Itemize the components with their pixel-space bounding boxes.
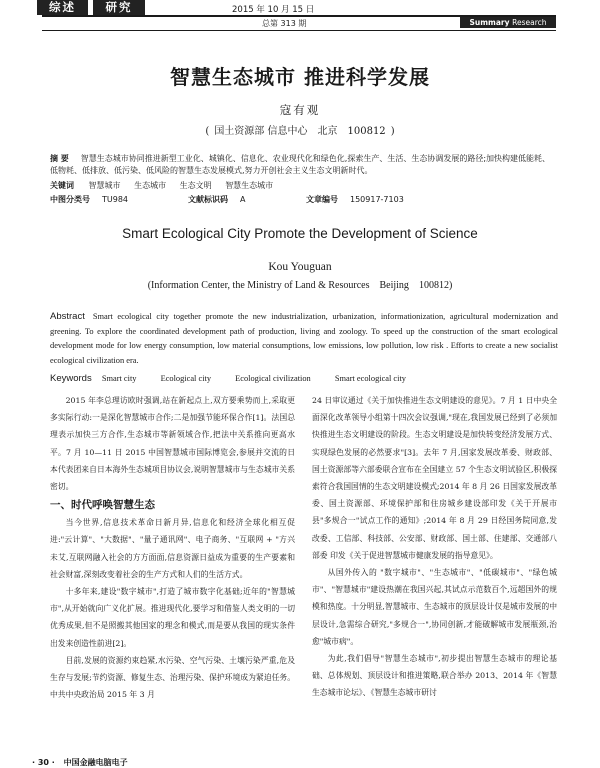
keywords-en-label: Keywords: [50, 373, 92, 384]
badge-research-label: Research: [512, 18, 547, 27]
body-paragraph: 从国外传入的 "数字城市"、"生态城市"、"低碳城市"、"绿色城市"、"智慧城市"建设热潮在我国兴起,其试点示范数百个,远超国外的规模和热度。十分明显,智慧城市、生态城市的顶层设计仅是城市发展的中层设计,急需综合研究,"多规合一",协同创新,才能破解城市发展瓶颈,治愈"城市病"。: [312, 568, 557, 646]
body-paragraph: 为此,我们倡导"智慧生态城市",初步提出智慧生态城市的理论基础、总体规划、顶层设计和推进策略,联合举办 2013、2014 年《智慧生态城市论坛》、《智慧生态城市研讨: [312, 654, 557, 698]
body-paragraph: 2015 年李总理访欧时强调,站在新起点上,双方要乘势而上,采取更多实际行动:一是深化智慧城市合作;二是加强节能环保合作[1]。法国总理表示加快三方合作,生态城市等新领域合作,把法中关系推向更高水平。7 月 10—11 日 2015 中国智慧城市国际博览会,参展并交流的日本代表团来自日本海外生态城项目协议会,说明智慧城市与生态城市关系密切。: [50, 396, 295, 492]
affiliation-en-org: (Information Center, the Ministry of Land & Resources: [147, 280, 370, 291]
abstract-en-label: Abstract: [50, 311, 85, 322]
summary-research-badge: [460, 17, 556, 28]
body-paragraph: 24 日审议通过《关于加快推进生态文明建设的意见》。7 月 1 日中央全面深化改革领导小组第十四次会议强调,"现在,我国发展已经到了必须加快推进生态文明建设的阶段。生态文明建设是加快转变经济发展方式、实现绿色发展的必然要求"[3]。去年 7 月,国家发展改革委、财政部、国土资源部等六部委联合宣布在全国建立 57 个生态文明试验区,积极探索符合我国国情的生态文明建设模式;2014 年 8 月 26 日国家发展改革委、国土资源部、环境保护部和住房城乡建设部印发《关于开展市县"多规合一"试点工作的通知》;2014 年 8 月 29 日经国务院同意,发改委、工信部、科技部、公安部、财政部、国土部、住建部、交通部八部委 印发《关于促进智慧城市健康发展的指导意见》。: [312, 396, 557, 560]
classification-line: [50, 194, 558, 206]
english-author: Kou Youguan: [268, 261, 332, 273]
page-number: · 30 ·: [32, 758, 55, 767]
english-title: Smart Ecological City Promote the Development of Science: [122, 226, 478, 241]
keyword-en: Smart city: [101, 374, 137, 383]
keyword-cn: 智慧城市: [88, 181, 121, 190]
keyword-en: Ecological civilization: [235, 374, 311, 383]
keyword-en: Ecological city: [160, 374, 212, 383]
abstract-cn-label: 摘 要: [50, 154, 69, 163]
keywords-en: [50, 373, 558, 384]
badge-summary-label: Summary: [469, 18, 510, 27]
body-paragraph: 目前,发展的资源约束趋紧,水污染、空气污染、土壤污染严重,危及生存与发展;节约资源、修复生态、治理污染、保护环境成为紧迫任务。中共中央政治局 2015 年 3 月: [50, 655, 295, 700]
body-paragraph: 十多年来,建设"数字城市",打造了城市数字化基础;近年的"智慧城市",从开始就向广义化扩展。推进现代化,要学习和借鉴人类文明的一切优秀成果,但不是照搬其他国家的理念和模式,而是要从我国的现实条件出发来创造性前进[2]。: [50, 587, 295, 648]
keyword-cn: 生态文明: [179, 181, 212, 190]
keyword-cn: 智慧生态城市: [225, 181, 274, 190]
abstract-cn: [50, 153, 558, 177]
publication-date: 2015 年 10 月 15 日: [232, 5, 315, 15]
header-rule-bottom: [42, 30, 556, 31]
section-tag-review: 综述: [37, 0, 88, 15]
keywords-cn: [50, 180, 558, 192]
affiliation-city: 北京: [317, 126, 338, 137]
article-number: 文章编号 150917-7103: [306, 195, 404, 204]
abstract-en-text: Smart ecological city together promote the new industrialization, urbanization, informationization, agricultural modernization and greening. To explore the coordinated development path of production, living and zoology. To speed up the construction of the smart ecological development mode for low energy consumption, low material consumptions, low emissions, low pollution, low risk . Efforts to create a new socialist ecological civilization era.: [50, 312, 558, 365]
document-code: 文献标识码 A: [188, 195, 246, 204]
clc-code: 中图分类号 TU984: [50, 195, 129, 204]
keywords-cn-label: 关键词: [50, 181, 74, 190]
abstract-cn-text: 智慧生态城市协同推进新型工业化、城镇化、信息化、农业现代化和绿色化,探索生产、生活、生态协调发展的路径;加快构建低能耗、低物耗、低排放、低污染、低风险的智慧生态发展模式,努力开创社会主义生态文明新时代。: [50, 154, 551, 175]
page-footer: [32, 757, 128, 768]
affiliation-en-city: Beijing: [379, 280, 409, 291]
body-column-left: [50, 392, 295, 703]
author-name: 寇有观: [279, 103, 321, 117]
abstract-en: [50, 310, 558, 368]
section-tag-research: 研究: [93, 0, 145, 15]
keyword-en: Smart ecological city: [334, 374, 406, 383]
body-paragraph: 当今世界,信息技术革命日新月异,信息化和经济全球化相互促进:"云计算"、"大数据"、"量子通讯网"、电子商务、"互联网 + "方兴未艾,互联网融入社会的方方面面,信息资源日益成为重要的生产要素和社会财富,深刻改变着社会的生产方式和人们的生活方式。: [50, 518, 295, 579]
author-affiliation: ( 国土资源部 信息中心 北京 100812 ): [205, 126, 395, 137]
journal-name: 中国金融电脑电子: [63, 758, 128, 767]
affiliation-org: 国土资源部 信息中心: [214, 126, 308, 137]
english-affiliation: [0, 280, 600, 291]
section-heading: 一、时代呼唤智慧生态: [50, 499, 155, 512]
keyword-cn: 生态城市: [134, 181, 167, 190]
body-column-right: [312, 392, 557, 702]
affiliation-en-zip: 100812): [418, 280, 453, 291]
page-title: 智慧生态城市 推进科学发展: [170, 65, 430, 89]
issue-number: 总第 313 期: [262, 19, 307, 28]
affiliation-zip: 100812: [347, 126, 386, 137]
